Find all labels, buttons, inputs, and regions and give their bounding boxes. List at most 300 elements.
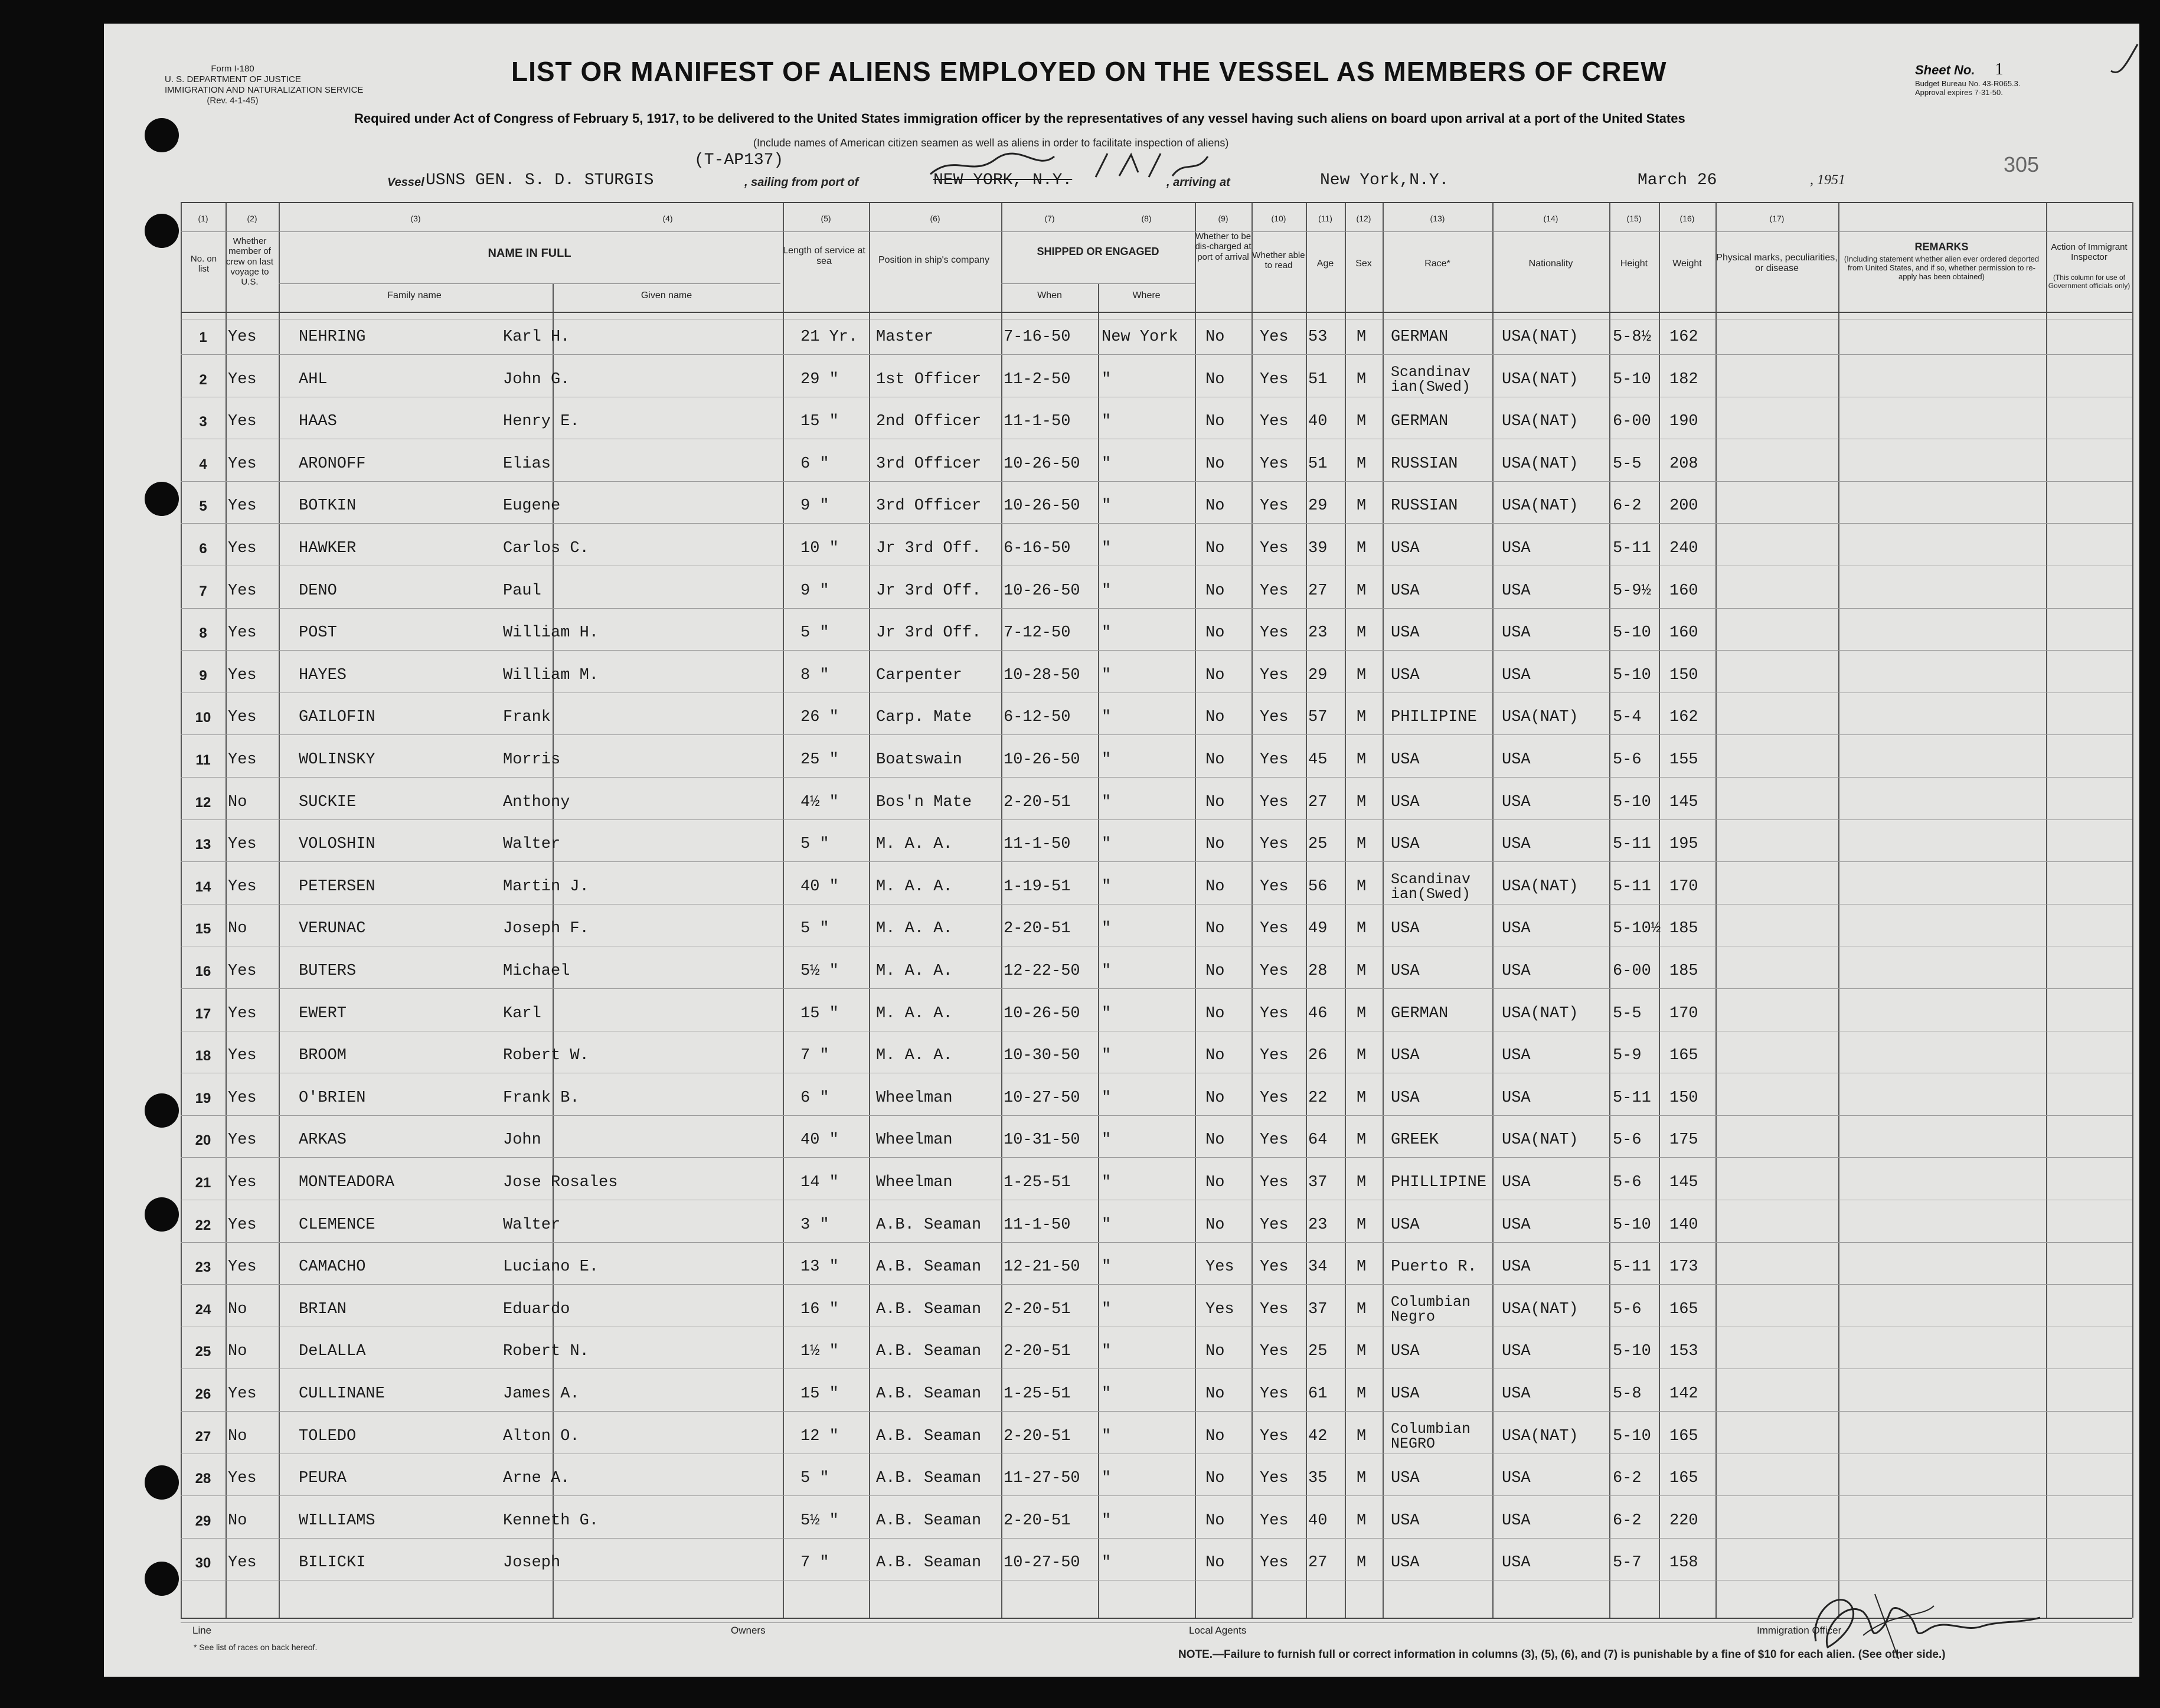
cell-nationality: USA(NAT)	[1502, 878, 1579, 896]
row-number: 18	[195, 1048, 211, 1064]
cell-shipped-when: 1-25-51	[1004, 1174, 1071, 1191]
manifest-sheet	[104, 24, 2139, 1677]
header-physical-marks: Physical marks, peculiarities, or disease	[1716, 253, 1838, 274]
cell-shipped-when: 11-1-50	[1004, 835, 1071, 853]
row-number: 11	[195, 752, 211, 768]
cell-race: RUSSIAN	[1391, 455, 1458, 473]
cell-height: 5-6	[1613, 751, 1642, 769]
cell-discharged: No	[1205, 1131, 1225, 1149]
cell-able-to-read: Yes	[1260, 582, 1289, 600]
cell-shipped-when: 10-26-50	[1004, 455, 1080, 473]
cell-shipped-when: 11-27-50	[1004, 1469, 1080, 1487]
cell-shipped-when: 11-1-50	[1004, 413, 1071, 430]
cell-family-name: HAAS	[299, 413, 337, 430]
cell-weight: 190	[1669, 413, 1698, 430]
vessel-name: USNS GEN. S. D. STURGIS	[426, 171, 654, 190]
inspector-signature	[1804, 1576, 2052, 1671]
cell-family-name: HAYES	[299, 667, 347, 684]
cell-shipped-when: 10-30-50	[1004, 1047, 1080, 1064]
header-bottom-rule	[181, 312, 2132, 313]
header-last-voyage: Whether member of crew on last voyage to U.S.	[226, 236, 274, 287]
cell-family-name: O'BRIEN	[299, 1089, 366, 1107]
cell-race: USA	[1391, 920, 1420, 938]
cell-position: Bos'n Mate	[876, 793, 972, 811]
cell-height: 5-5	[1613, 1005, 1642, 1023]
cell-sex: M	[1357, 920, 1367, 938]
cell-family-name: SUCKIE	[299, 793, 357, 811]
cell-family-name: MONTEADORA	[299, 1174, 395, 1191]
cell-length-service: 5 "	[800, 624, 829, 642]
cell-position: Carpenter	[876, 667, 962, 684]
cell-race: GERMAN	[1391, 413, 1449, 430]
row-number: 2	[199, 372, 207, 388]
cell-age: 61	[1308, 1385, 1328, 1403]
arriving-port: New York,N.Y.	[1320, 171, 1449, 190]
header-given-name: Given name	[641, 290, 692, 301]
cell-last-voyage: No	[228, 1428, 247, 1445]
column-rule	[1492, 202, 1494, 1618]
cell-last-voyage: Yes	[228, 582, 257, 600]
cell-family-name: EWERT	[299, 1005, 347, 1023]
cell-family-name: BRIAN	[299, 1301, 347, 1318]
cell-weight: 185	[1669, 920, 1698, 938]
cell-weight: 150	[1669, 1089, 1698, 1107]
cell-last-voyage: Yes	[228, 667, 257, 684]
cell-able-to-read: Yes	[1260, 1301, 1289, 1318]
cell-weight: 140	[1669, 1216, 1698, 1234]
cell-family-name: VERUNAC	[299, 920, 366, 938]
cell-able-to-read: Yes	[1260, 835, 1289, 853]
row-rule	[181, 608, 2132, 609]
cell-last-voyage: Yes	[228, 1385, 257, 1403]
cell-last-voyage: Yes	[228, 1047, 257, 1064]
cell-height: 5-11	[1613, 835, 1651, 853]
cell-position: M. A. A.	[876, 962, 953, 980]
cell-given-name: Alton O.	[503, 1428, 580, 1445]
row-number: 13	[195, 837, 211, 853]
cell-family-name: CULLINANE	[299, 1385, 385, 1403]
row-number: 22	[195, 1217, 211, 1233]
cell-able-to-read: Yes	[1260, 751, 1289, 769]
cell-discharged: No	[1205, 962, 1225, 980]
cell-shipped-when: 10-26-50	[1004, 1005, 1080, 1023]
cell-shipped-when: 10-28-50	[1004, 667, 1080, 684]
cell-nationality: USA(NAT)	[1502, 1005, 1579, 1023]
cell-race: USA	[1391, 1343, 1420, 1360]
cell-weight: 200	[1669, 497, 1698, 515]
cell-sex: M	[1357, 793, 1367, 811]
column-number: (15)	[1626, 214, 1642, 223]
cell-position: M. A. A.	[876, 1005, 953, 1023]
cell-race: USA	[1391, 582, 1420, 600]
cell-discharged: No	[1205, 1428, 1225, 1445]
cell-weight: 145	[1669, 793, 1698, 811]
cell-position: Jr 3rd Off.	[876, 624, 982, 642]
cell-given-name: Walter	[503, 1216, 561, 1234]
year-value: 51	[1831, 172, 1845, 188]
cell-given-name: Joseph	[503, 1554, 561, 1572]
cell-race: Puerto R.	[1391, 1258, 1477, 1276]
cell-nationality: USA	[1502, 1089, 1531, 1107]
cell-nationality: USA	[1502, 540, 1531, 557]
cell-sex: M	[1357, 835, 1367, 853]
cell-nationality: USA(NAT)	[1502, 1428, 1579, 1445]
cell-nationality: USA(NAT)	[1502, 371, 1579, 388]
page-stamp: 305	[2004, 152, 2040, 177]
cell-shipped-where: "	[1102, 1343, 1112, 1360]
cell-height: 5-6	[1613, 1174, 1642, 1191]
cell-height: 6-2	[1613, 497, 1642, 515]
row-number: 20	[195, 1132, 211, 1148]
cell-length-service: 9 "	[800, 582, 829, 600]
form-id-block	[165, 64, 364, 106]
cell-weight: 220	[1669, 1512, 1698, 1530]
cell-nationality: USA	[1502, 1216, 1531, 1234]
row-rule	[181, 1157, 2132, 1158]
cell-nationality: USA(NAT)	[1502, 497, 1579, 515]
cell-nationality: USA(NAT)	[1502, 708, 1579, 726]
cell-race: USA	[1391, 1385, 1420, 1403]
cell-sex: M	[1357, 667, 1367, 684]
cell-family-name: PETERSEN	[299, 878, 375, 896]
cell-shipped-where: "	[1102, 1089, 1112, 1107]
cell-given-name: Anthony	[503, 793, 570, 811]
cell-shipped-when: 1-25-51	[1004, 1385, 1071, 1403]
cell-given-name: Carlos C.	[503, 540, 589, 557]
cell-race: GERMAN	[1391, 328, 1449, 346]
cell-nationality: USA	[1502, 962, 1531, 980]
column-number: (11)	[1318, 214, 1332, 223]
cell-shipped-when: 11-1-50	[1004, 1216, 1071, 1234]
cell-family-name: WILLIAMS	[299, 1512, 375, 1530]
column-rule	[1345, 202, 1346, 1618]
cell-shipped-where: "	[1102, 1385, 1112, 1403]
header-length-service: Length of service at sea	[783, 246, 865, 267]
column-rule	[279, 202, 280, 1618]
cell-given-name: William M.	[503, 667, 599, 684]
cell-last-voyage: Yes	[228, 624, 257, 642]
binder-hole	[145, 1562, 179, 1596]
binder-hole	[145, 214, 179, 248]
column-rule	[1251, 202, 1253, 1618]
row-number: 16	[195, 964, 211, 979]
cell-shipped-where: "	[1102, 540, 1112, 557]
cell-discharged: No	[1205, 1385, 1225, 1403]
row-number: 7	[199, 583, 207, 599]
cell-shipped-when: 7-12-50	[1004, 624, 1071, 642]
cell-shipped-where: "	[1102, 1469, 1112, 1487]
cell-race: Columbian NEGRO	[1391, 1420, 1471, 1452]
cell-discharged: No	[1205, 1512, 1225, 1530]
cell-last-voyage: Yes	[228, 1554, 257, 1572]
cell-length-service: 10 "	[800, 540, 839, 557]
cell-last-voyage: No	[228, 920, 247, 938]
cell-position: 2nd Officer	[876, 413, 982, 430]
cell-discharged: No	[1205, 1554, 1225, 1572]
cell-nationality: USA(NAT)	[1502, 1301, 1579, 1318]
sheet-number-block	[1915, 60, 2021, 97]
cell-weight: 158	[1669, 1554, 1698, 1572]
cell-shipped-where: "	[1102, 455, 1112, 473]
cell-weight: 160	[1669, 624, 1698, 642]
cell-nationality: USA	[1502, 667, 1531, 684]
cell-age: 51	[1308, 455, 1328, 473]
manifest-title: LIST OR MANIFEST OF ALIENS EMPLOYED ON THE VESSEL AS MEMBERS OF CREW	[511, 56, 1667, 87]
cell-position: M. A. A.	[876, 1047, 953, 1064]
cell-shipped-where: "	[1102, 1554, 1112, 1572]
cell-shipped-where: "	[1102, 1428, 1112, 1445]
header-nationality: Nationality	[1528, 259, 1573, 269]
cell-given-name: Walter	[503, 835, 561, 853]
cell-sex: M	[1357, 1089, 1367, 1107]
header-able-to-read: Whether able to read	[1252, 250, 1305, 271]
cell-last-voyage: Yes	[228, 1131, 257, 1149]
cell-nationality: USA	[1502, 1554, 1531, 1572]
cell-shipped-when: 1-19-51	[1004, 878, 1071, 896]
cell-given-name: Paul	[503, 582, 541, 600]
cell-nationality: USA	[1502, 835, 1531, 853]
cell-able-to-read: Yes	[1260, 497, 1289, 515]
cell-length-service: 25 "	[800, 751, 839, 769]
column-number: (10)	[1271, 214, 1286, 223]
binder-hole	[145, 1197, 179, 1232]
cell-shipped-where: "	[1102, 371, 1112, 388]
cell-shipped-where: "	[1102, 878, 1112, 896]
cell-able-to-read: Yes	[1260, 1469, 1289, 1487]
cell-discharged: No	[1205, 751, 1225, 769]
sailing-port: NEW YORK, N.Y.	[933, 171, 1073, 190]
sailing-label: , sailing from port of	[744, 176, 859, 189]
cell-able-to-read: Yes	[1260, 1131, 1289, 1149]
cell-length-service: 12 "	[800, 1428, 839, 1445]
row-rule	[181, 1538, 2132, 1539]
budget-bureau: Budget Bureau No. 43-R065.3.	[1915, 79, 2021, 88]
cell-length-service: 5 "	[800, 920, 829, 938]
cell-weight: 165	[1669, 1428, 1698, 1445]
cell-length-service: 15 "	[800, 413, 839, 430]
cell-last-voyage: Yes	[228, 328, 257, 346]
cell-nationality: USA	[1502, 1512, 1531, 1530]
table-top-rule	[181, 202, 2132, 203]
cell-family-name: BROOM	[299, 1047, 347, 1064]
cell-age: 25	[1308, 1343, 1328, 1360]
cell-shipped-when: 10-27-50	[1004, 1089, 1080, 1107]
cell-shipped-when: 7-16-50	[1004, 328, 1071, 346]
cell-last-voyage: Yes	[228, 962, 257, 980]
cell-discharged: No	[1205, 540, 1225, 557]
binder-hole	[145, 1093, 179, 1128]
cell-able-to-read: Yes	[1260, 667, 1289, 684]
cell-weight: 175	[1669, 1131, 1698, 1149]
column-rule	[869, 202, 870, 1618]
cell-height: 6-2	[1613, 1512, 1642, 1530]
header-race: Race*	[1424, 259, 1450, 269]
cell-race: Scandinav ian(Swed)	[1391, 364, 1471, 396]
cell-family-name: CLEMENCE	[299, 1216, 375, 1234]
cell-height: 5-6	[1613, 1131, 1642, 1149]
cell-position: A.B. Seaman	[876, 1554, 982, 1572]
cell-shipped-when: 2-20-51	[1004, 920, 1071, 938]
cell-nationality: USA	[1502, 1258, 1531, 1276]
cell-position: Jr 3rd Off.	[876, 582, 982, 600]
cell-race: PHILIPINE	[1391, 708, 1477, 726]
cell-position: 3rd Officer	[876, 455, 982, 473]
cell-last-voyage: Yes	[228, 835, 257, 853]
column-rule	[783, 202, 784, 1618]
cell-given-name: Jose Rosales	[503, 1174, 618, 1191]
header-weight: Weight	[1672, 259, 1702, 269]
cell-age: 45	[1308, 751, 1328, 769]
row-number: 5	[199, 498, 207, 514]
cell-nationality: USA	[1502, 1174, 1531, 1191]
row-number: 3	[199, 414, 207, 430]
cell-shipped-where: "	[1102, 624, 1112, 642]
cell-length-service: 14 "	[800, 1174, 839, 1191]
cell-sex: M	[1357, 1258, 1367, 1276]
cell-nationality: USA(NAT)	[1502, 413, 1579, 430]
cell-last-voyage: No	[228, 1301, 247, 1318]
cell-last-voyage: Yes	[228, 540, 257, 557]
cell-nationality: USA	[1502, 1343, 1531, 1360]
cell-discharged: No	[1205, 455, 1225, 473]
cell-able-to-read: Yes	[1260, 708, 1289, 726]
cell-height: 6-2	[1613, 1469, 1642, 1487]
cell-able-to-read: Yes	[1260, 1216, 1289, 1234]
cell-age: 29	[1308, 667, 1328, 684]
cell-able-to-read: Yes	[1260, 1258, 1289, 1276]
cell-family-name: HAWKER	[299, 540, 357, 557]
cell-length-service: 16 "	[800, 1301, 839, 1318]
cell-able-to-read: Yes	[1260, 1554, 1289, 1572]
cell-age: 25	[1308, 835, 1328, 853]
header-position: Position in ship's company	[878, 255, 990, 265]
cell-able-to-read: Yes	[1260, 1343, 1289, 1360]
cell-length-service: 5½ "	[800, 1512, 839, 1530]
include-note: (Include names of American citizen seamen as well as aliens in order to facilitate inspection of aliens)	[753, 137, 1229, 149]
cell-position: A.B. Seaman	[876, 1258, 982, 1276]
cell-height: 5-8½	[1613, 328, 1651, 346]
cell-shipped-where: "	[1102, 1005, 1112, 1023]
cell-length-service: 5 "	[800, 1469, 829, 1487]
row-rule	[181, 481, 2132, 482]
column-rule	[2046, 202, 2047, 1618]
row-number: 12	[195, 795, 211, 811]
cell-race: RUSSIAN	[1391, 497, 1458, 515]
cell-race: PHILLIPINE	[1391, 1174, 1487, 1191]
cell-given-name: Joseph F.	[503, 920, 589, 938]
cell-shipped-where: "	[1102, 835, 1112, 853]
cell-last-voyage: Yes	[228, 878, 257, 896]
header-where: Where	[1132, 290, 1161, 301]
footer-races-note: * See list of races on back hereof.	[194, 1642, 318, 1652]
cell-age: 57	[1308, 708, 1328, 726]
cell-discharged: No	[1205, 667, 1225, 684]
department-name: U. S. DEPARTMENT OF JUSTICE	[165, 74, 301, 84]
cell-family-name: WOLINSKY	[299, 751, 375, 769]
cell-given-name: James A.	[503, 1385, 580, 1403]
row-number: 9	[199, 668, 207, 684]
cell-last-voyage: Yes	[228, 497, 257, 515]
approval-expiry: Approval expires 7-31-50.	[1915, 88, 2003, 97]
column-number: (16)	[1679, 214, 1695, 223]
cell-family-name: POST	[299, 624, 337, 642]
cell-age: 53	[1308, 328, 1328, 346]
cell-weight: 165	[1669, 1047, 1698, 1064]
column-rule	[226, 202, 227, 1618]
column-rule	[1659, 202, 1660, 1618]
cell-given-name: Karl	[503, 1005, 541, 1023]
cell-nationality: USA	[1502, 624, 1531, 642]
cell-family-name: BILICKI	[299, 1554, 366, 1572]
cell-shipped-where: "	[1102, 751, 1112, 769]
column-rule	[1715, 202, 1717, 1618]
column-rule	[1195, 202, 1196, 1618]
cell-weight: 182	[1669, 371, 1698, 388]
cell-shipped-when: 2-20-51	[1004, 1512, 1071, 1530]
cell-age: 29	[1308, 497, 1328, 515]
cell-height: 5-10	[1613, 1428, 1651, 1445]
cell-height: 5-10	[1613, 667, 1651, 684]
cell-given-name: Luciano E.	[503, 1258, 599, 1276]
cell-position: A.B. Seaman	[876, 1469, 982, 1487]
form-number: Form I-180	[211, 64, 254, 74]
row-number: 21	[195, 1175, 211, 1191]
cell-position: A.B. Seaman	[876, 1301, 982, 1318]
cell-given-name: Robert N.	[503, 1343, 589, 1360]
cell-sex: M	[1357, 878, 1367, 896]
column-number: (14)	[1543, 214, 1558, 223]
row-number: 29	[195, 1513, 211, 1529]
cell-weight: 165	[1669, 1469, 1698, 1487]
cell-shipped-when: 10-27-50	[1004, 1554, 1080, 1572]
sheet-no-value: 1	[1995, 60, 2004, 79]
cell-shipped-when: 10-26-50	[1004, 582, 1080, 600]
cell-age: 37	[1308, 1174, 1328, 1191]
row-rule	[181, 1284, 2132, 1285]
cell-weight: 170	[1669, 878, 1698, 896]
cell-length-service: 4½ "	[800, 793, 839, 811]
cell-weight: 155	[1669, 751, 1698, 769]
cell-able-to-read: Yes	[1260, 1428, 1289, 1445]
cell-age: 27	[1308, 1554, 1328, 1572]
cell-race: USA	[1391, 1047, 1420, 1064]
cell-sex: M	[1357, 1343, 1367, 1360]
cell-height: 5-10	[1613, 624, 1651, 642]
cell-sex: M	[1357, 1554, 1367, 1572]
cell-length-service: 1½ "	[800, 1343, 839, 1360]
shipped-subheader-rule	[1001, 283, 1195, 284]
column-number: (17)	[1769, 214, 1785, 223]
cell-last-voyage: Yes	[228, 1089, 257, 1107]
cell-shipped-where: "	[1102, 582, 1112, 600]
cell-family-name: BUTERS	[299, 962, 357, 980]
cell-discharged: No	[1205, 835, 1225, 853]
cell-discharged: No	[1205, 328, 1225, 346]
cell-family-name: DENO	[299, 582, 337, 600]
cell-age: 35	[1308, 1469, 1328, 1487]
cell-height: 5-10	[1613, 793, 1651, 811]
cell-shipped-when: 6-12-50	[1004, 708, 1071, 726]
cell-family-name: TOLEDO	[299, 1428, 357, 1445]
cell-discharged: No	[1205, 413, 1225, 430]
row-number: 25	[195, 1344, 211, 1360]
cell-race: USA	[1391, 1512, 1420, 1530]
cell-able-to-read: Yes	[1260, 371, 1289, 388]
cell-shipped-where: "	[1102, 708, 1112, 726]
cell-nationality: USA(NAT)	[1502, 455, 1579, 473]
cell-position: Carp. Mate	[876, 708, 972, 726]
cell-sex: M	[1357, 1301, 1367, 1318]
